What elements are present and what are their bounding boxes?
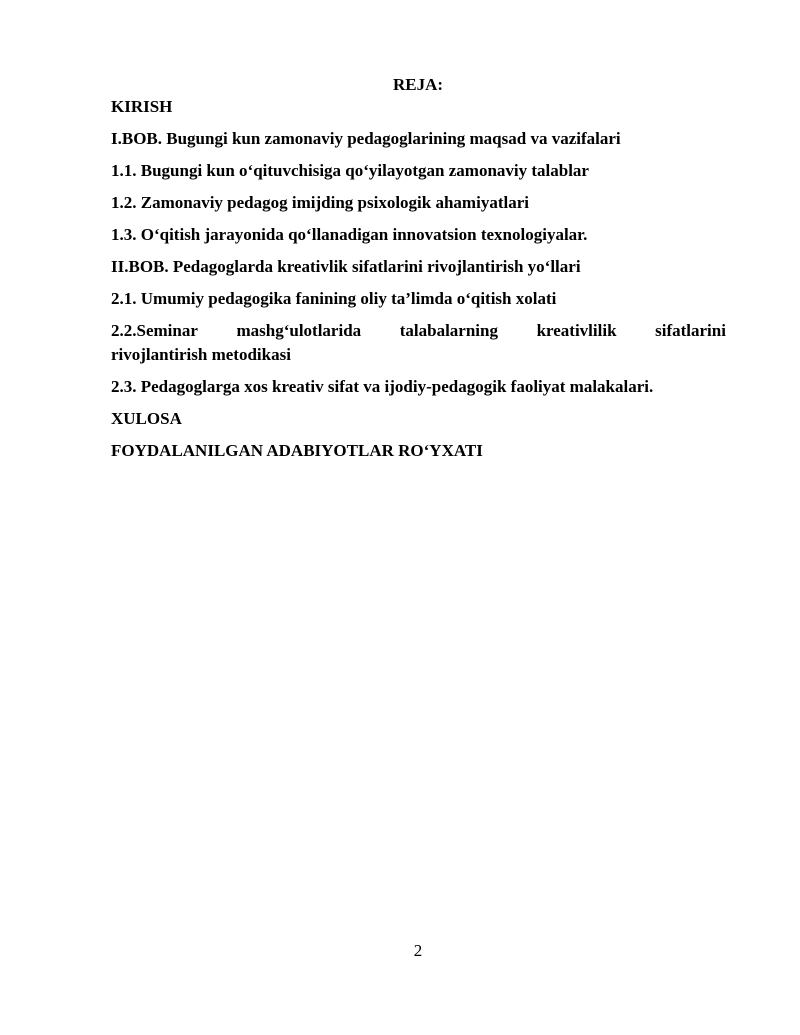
toc-item-conclusion: XULOSA [111, 409, 182, 428]
table-of-contents [111, 97, 726, 473]
toc-item-1-1: 1.1. Bugungi kun o‘qituvchisiga qo‘yilayotgan zamonaviy talablar [111, 161, 589, 180]
toc-item-2-2-word: talabalarning [399, 321, 498, 340]
toc-item-intro: KIRISH [111, 97, 173, 116]
toc-item-2-2-word: mashg‘ulotlarida [236, 321, 362, 340]
toc-item-references: FOYDALANILGAN ADABIYOTLAR RO‘YXATI [111, 441, 483, 460]
toc-item-2-3: 2.3. Pedagoglarga xos kreativ sifat va ijodiy-pedagogik faoliyat malakalari. [111, 377, 654, 396]
page-number: 2 [413, 941, 423, 960]
toc-item-chapter-1: I.BOB. Bugungi kun zamonaviy pedagoglarining maqsad va vazifalari [111, 129, 621, 148]
toc-item-2-2-word: kreativlilik [536, 321, 617, 340]
toc-item-2-1: 2.1. Umumiy pedagogika fanining oliy ta’limda o‘qitish xolati [111, 289, 557, 308]
toc-item-2-2-continuation: rivojlantirish metodikasi [111, 345, 291, 364]
toc-item-chapter-2: II.BOB. Pedagoglarda kreativlik sifatlarini rivojlantirish yo‘llari [111, 257, 581, 276]
toc-item-1-2: 1.2. Zamonaviy pedagog imijding psixologik ahamiyatlari [111, 193, 529, 212]
toc-item-2-2 [111, 321, 726, 345]
toc-item-1-3: 1.3. O‘qitish jarayonida qo‘llanadigan innovatsion texnologiyalar. [111, 225, 588, 244]
toc-item-2-2-word: 2.2.Seminar [111, 321, 198, 340]
page-title: REJA: [392, 75, 444, 94]
toc-item-2-2-word: sifatlarini [655, 321, 726, 340]
